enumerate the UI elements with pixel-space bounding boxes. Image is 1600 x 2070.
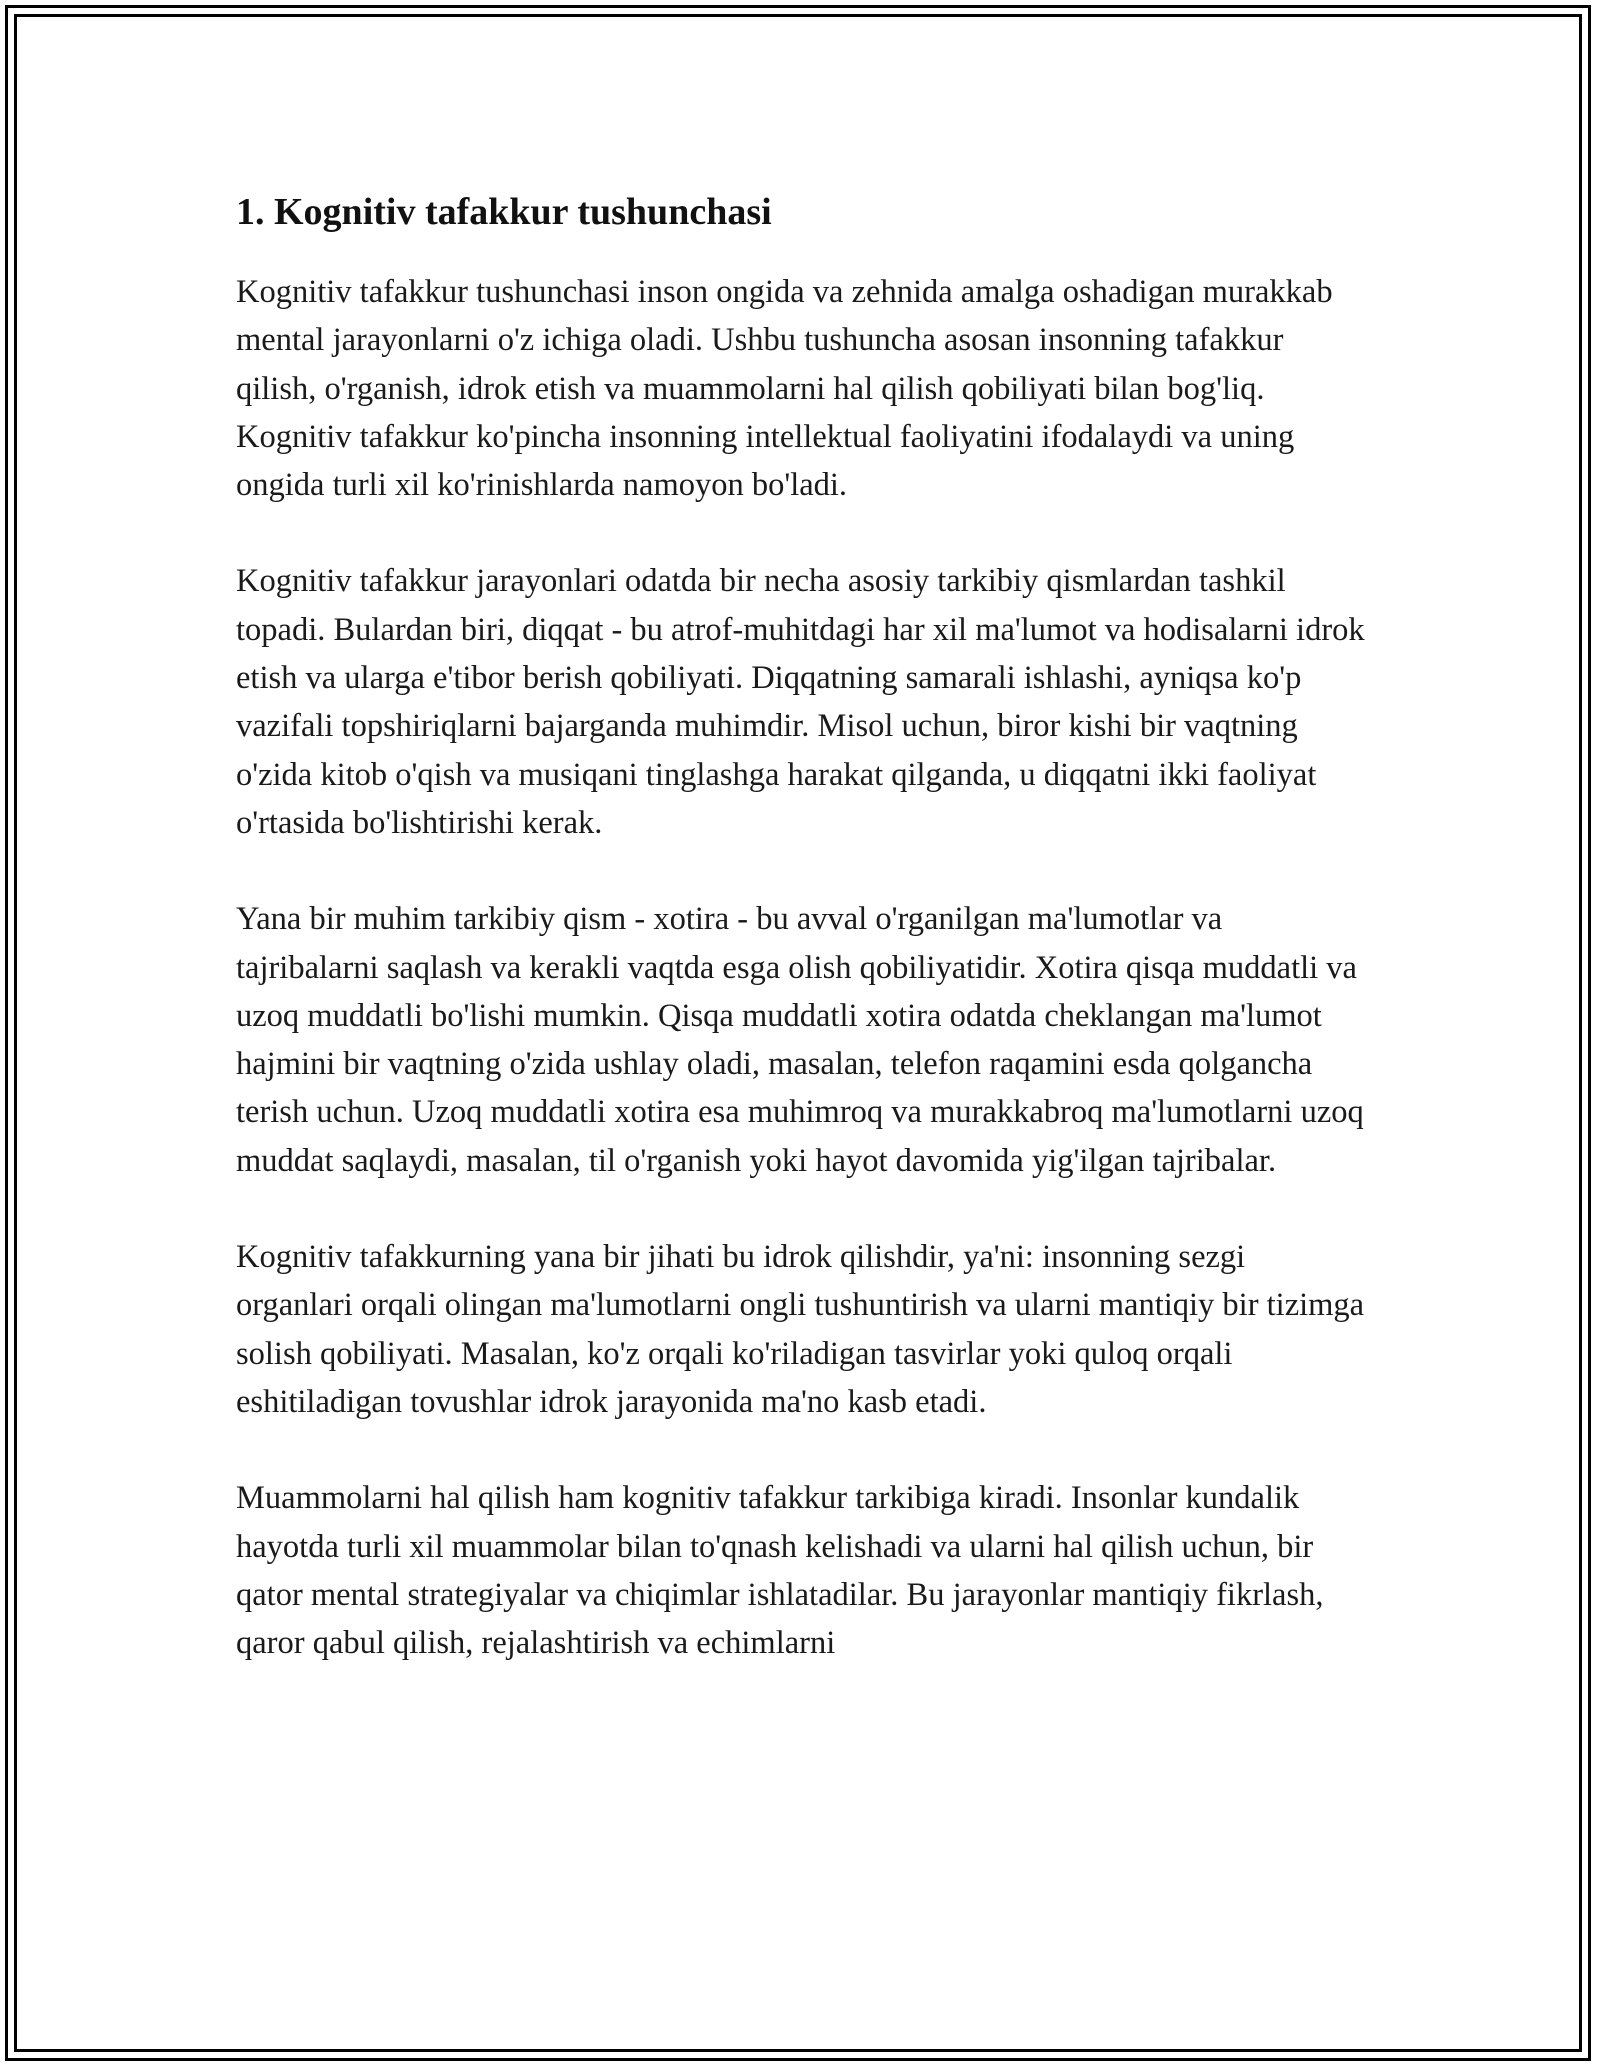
paragraph-4: Kognitiv tafakkurning yana bir jihati bu idrok qilishdir, ya'ni: insonning sezgi organlari orqali olingan ma'lumotlarni ongli tushuntirish va ularni mantiqiy bir tizimga solish qobiliyati. Masalan, ko'z orqali ko'riladigan tasvirlar yoki quloq orqali eshitiladigan tovushlar idrok jarayonida ma'no kasb etadi. — [236, 1239, 1365, 1420]
document-body — [236, 186, 1366, 1715]
paragraph-2: Kognitiv tafakkur jarayonlari odatda bir necha asosiy tarkibiy qismlardan tashkil topadi. Bulardan biri, diqqat - bu atrof-muhitdagi har xil ma'lumot va hodisalarni idrok etish va ularga e'tibor berish qobiliyati. Diqqatning samarali ishlashi, ayniqsa ko'p vazifali topshiriqlarni bajarganda muhimdir. Misol uchun, biror kishi bir vaqtning o'zida kitob o'qish va musiqani tinglashga harakat qilganda, u diqqatni ikki faoliyat o'rtasida bo'lishtirishi kerak. — [236, 563, 1365, 841]
paragraph-5: Muammolarni hal qilish ham kognitiv tafakkur tarkibiga kiradi. Insonlar kundalik hayotda turli xil muammolar bilan to'qnash kelishadi va ularni hal qilish uchun, bir qator mental strategiyalar va chiqimlar ishlatadilar. Bu jarayonlar mantiqiy fikrlash, qaror qabul qilish, rejalashtirish va echimlarni — [236, 1480, 1324, 1662]
paragraph-1: Kognitiv tafakkur tushunchasi inson ongida va zehnida amalga oshadigan murakkab mental jarayonlarni o'z ichiga oladi. Ushbu tushuncha asosan insonning tafakkur qilish, o'rganish, idrok etish va muammolarni hal qilish qobiliyati bilan bog'liq. Kognitiv tafakkur ko'pincha insonning intellektual faoliyatini ifodalaydi va uning ongida turli xil ko'rinishlarda namoyon bo'ladi. — [236, 274, 1333, 504]
paragraph-3: Yana bir muhim tarkibiy qism - xotira - bu avval o'rganilgan ma'lumotlar va tajribalarni saqlash va kerakli vaqtda esga olish qobiliyatidir. Xotira qisqa muddatli va uzoq muddatli bo'lishi mumkin. Qisqa muddatli xotira odatda cheklangan ma'lumot hajmini bir vaqtning o'zida ushlay oladi, masalan, telefon raqamini esda qolgancha terish uchun. Uzoq muddatli xotira esa muhimroq va murakkabroq ma'lumotlarni uzoq muddat saqlaydi, masalan, til o'rganish yoki hayot davomida yig'ilgan tajribalar. — [236, 901, 1364, 1179]
section-heading: 1. Kognitiv tafakkur tushunchasi — [236, 191, 772, 233]
